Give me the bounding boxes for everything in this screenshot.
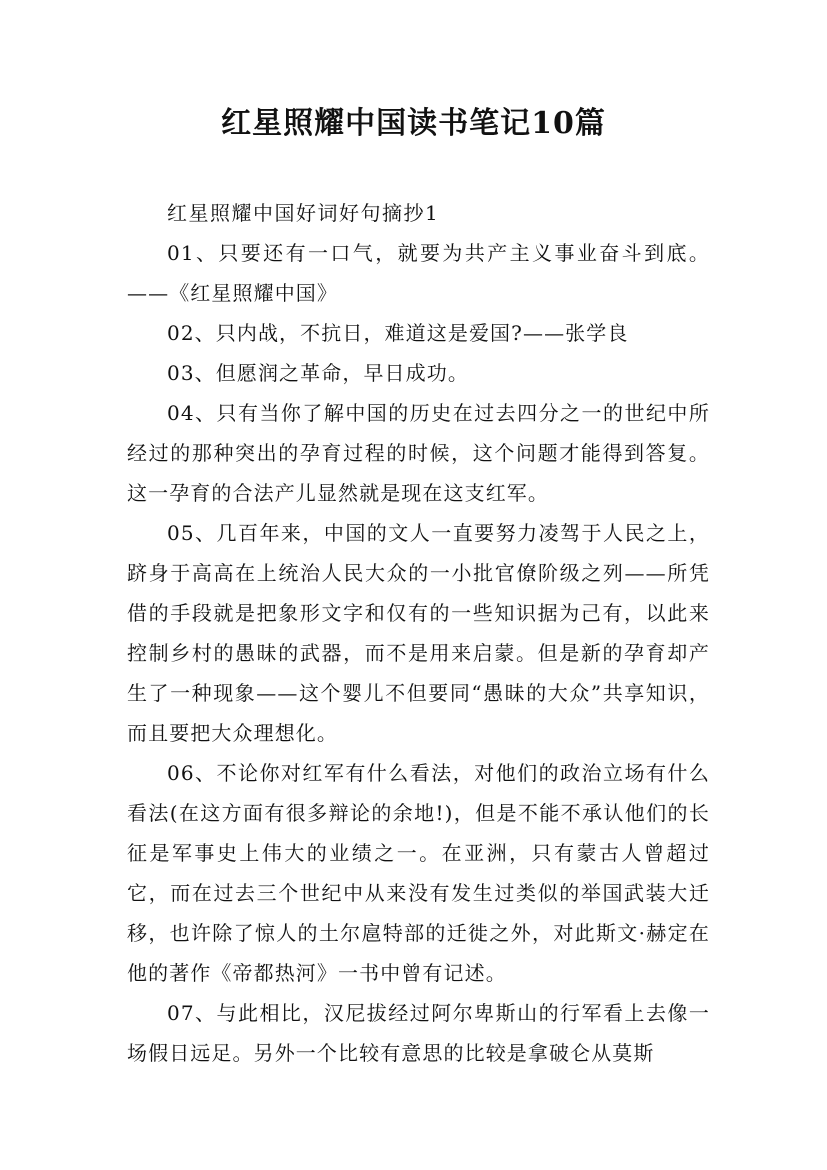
paragraph-06: 06、不论你对红军有什么看法，对他们的政治立场有什么看法(在这方面有很多辩论的余地!)，但是不能不承认他们的长征是军事史上伟大的业绩之一。在亚洲，只有蒙古人曾超过它，而在过去三个世纪中从来没有发生过类似的举国武装大迁移，也许除了惊人的土尔扈特部的迁徙之外，对此斯文·赫定在他的著作《帝都热河》一书中曾有记述。 <box>127 761 710 985</box>
paragraph-03: 03、但愿润之革命，早日成功。 <box>167 361 469 385</box>
paragraph-07: 07、与此相比，汉尼拔经过阿尔卑斯山的行军看上去像一场假日远足。另外一个比较有意思的比较是拿破仑从莫斯 <box>127 1001 710 1065</box>
paragraph-01: 01、只要还有一口气，就要为共产主义事业奋斗到底。——《红星照耀中国》 <box>127 241 710 305</box>
paragraph-04: 04、只有当你了解中国的历史在过去四分之一的世纪中所经过的那种突出的孕育过程的时候，这个问题才能得到答复。这一孕育的合法产儿显然就是现在这支红军。 <box>127 401 710 505</box>
paragraph-02: 02、只内战，不抗日，难道这是爱国?——张学良 <box>167 321 629 345</box>
section-heading: 红星照耀中国好词好句摘抄1 <box>167 201 440 225</box>
document-title: 红星照耀中国读书笔记10篇 <box>221 106 606 141</box>
paragraph-05: 05、几百年来，中国的文人一直要努力凌驾于人民之上，跻身于高高在上统治人民大众的一小批官僚阶级之列——所凭借的手段就是把象形文字和仅有的一些知识据为己有，以此来控制乡村的愚昧的武器，而不是用来启蒙。但是新的孕育却产生了一种现象——这个婴儿不但要同“愚昧的大众”共享知识，而且要把大众理想化。 <box>127 521 710 745</box>
document-body <box>127 193 710 1073</box>
